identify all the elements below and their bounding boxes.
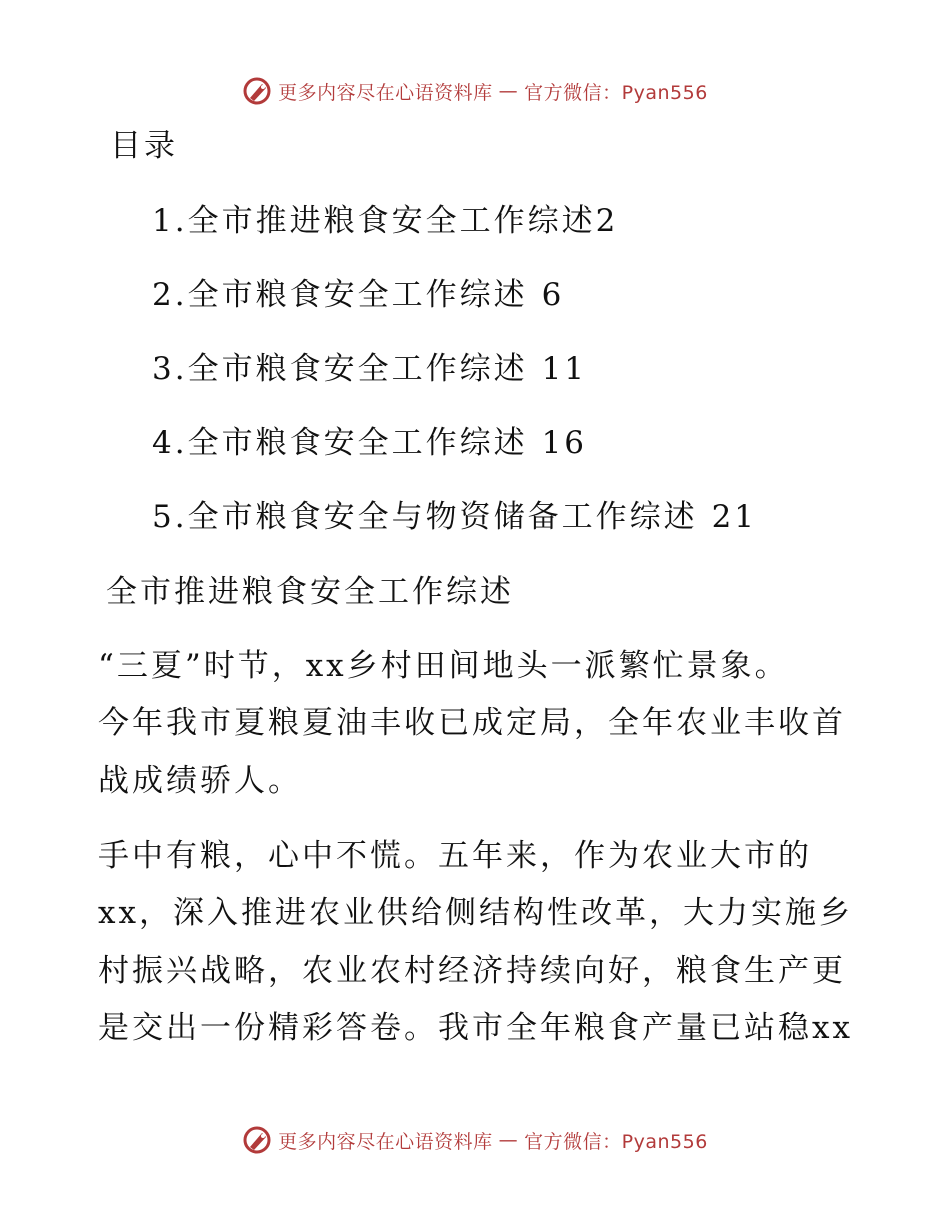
banner-wechat: 官方微信：Pyan556 [524, 1130, 708, 1153]
body-line: 手中有粮，心中不慌。五年来，作为农业大市的 [98, 838, 812, 874]
toc-item[interactable] [152, 349, 587, 389]
toc-item-page: 16 [541, 425, 588, 461]
banner-text: 更多内容尽在心语资料库 [278, 1130, 493, 1153]
toc-item[interactable] [152, 423, 587, 463]
body-line: 今年我市夏粮夏油丰收已成定局，全年农业丰收首 [98, 705, 846, 741]
pen-logo-icon [242, 76, 272, 106]
toc-item[interactable] [152, 275, 564, 315]
toc-item-label: 4.全市粮食安全工作综述 [152, 425, 528, 461]
footer-watermark [0, 1120, 950, 1160]
pen-logo-icon [242, 1125, 272, 1155]
toc-item[interactable] [152, 201, 618, 241]
body-line: 战成绩骄人。 [98, 763, 302, 799]
header-watermark [0, 71, 950, 111]
toc-item-page: 11 [541, 351, 588, 387]
toc-item-page: 2 [595, 203, 619, 239]
body-line: 村振兴战略，农业农村经济持续向好，粮食生产更 [98, 953, 846, 989]
toc-item-label: 2.全市粮食安全工作综述 [152, 277, 528, 313]
banner-separator: — [498, 80, 519, 102]
toc-item[interactable] [152, 497, 757, 537]
body-line: 是交出一份精彩答卷。我市全年粮食产量已站稳xx [98, 1010, 853, 1046]
toc-item-label: 5.全市粮食安全与物资储备工作综述 [152, 499, 698, 535]
banner-wechat: 官方微信：Pyan556 [524, 81, 708, 104]
toc-item-page: 21 [711, 499, 758, 535]
toc-item-label: 1.全市推进粮食安全工作综述 [152, 203, 596, 239]
toc-item-page: 6 [541, 277, 565, 313]
banner-text: 更多内容尽在心语资料库 [278, 81, 493, 104]
toc-item-label: 3.全市粮食安全工作综述 [152, 351, 528, 387]
body-line: xx，深入推进农业供给侧结构性改革，大力实施乡 [98, 895, 853, 931]
article-title: 全市推进粮食安全工作综述 [106, 574, 514, 610]
body-line: “三夏”时节，xx乡村田间地头一派繁忙景象。 [98, 648, 789, 684]
toc-title: 目录 [110, 128, 178, 164]
banner-separator: — [498, 1129, 519, 1151]
